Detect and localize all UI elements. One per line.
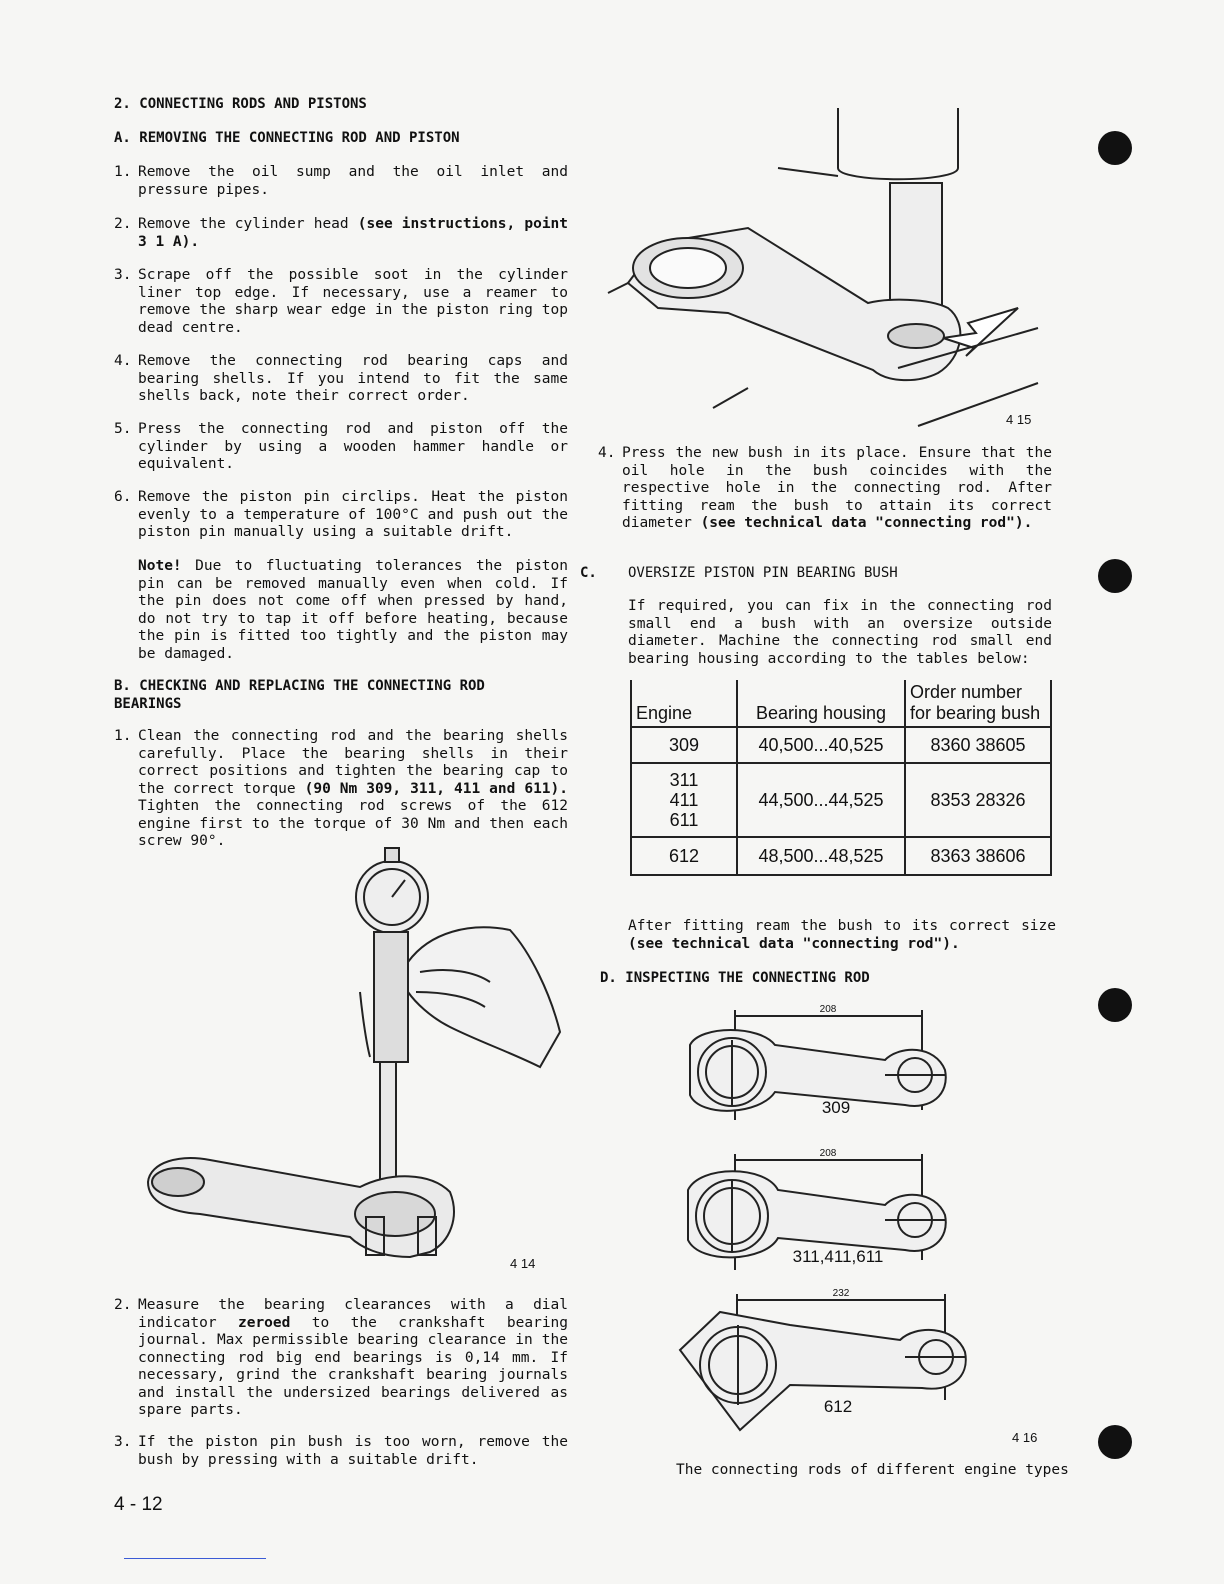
table-row: 309 40,500...40,525 8360 38605 (631, 727, 1051, 763)
figure-bush-press (598, 108, 1068, 433)
subsection-c-title: OVERSIZE PISTON PIN BEARING BUSH (628, 565, 898, 581)
list-item: 6. Remove the piston pin circlips. Heat the piston evenly to a temperature of 100°C and push out the piston pin manually using a suitable drift. (114, 489, 568, 540)
bearing-bush-table (630, 680, 1052, 876)
list-item: 4. Remove the connecting rod bearing caps and bearing shells. If you intend to fit the same shells back, note their correct order. (114, 353, 568, 404)
figure-caption: The connecting rods of different engine types (676, 1462, 1069, 1478)
list-item: 5. Press the connecting rod and piston off the cylinder by using a wooden hammer handle or equivalent. (114, 421, 568, 472)
table-header: Order number for bearing bush (905, 680, 1051, 727)
list-item: 2. Measure the bearing clearances with a dial indicator zeroed to the crankshaft bearing journal. Max permissible bearing clearance in the connecting rod big end bearings is 0,14 mm. If necessary, grind the crankshaft bearing journals and install the undersized bearings delivered as spare parts. (114, 1297, 569, 1418)
list-item: 2. Remove the cylinder head (see instructions, point 3 1 A). (114, 216, 569, 250)
list-item: 1. Remove the oil sump and the oil inlet and pressure pipes. (114, 164, 568, 198)
binder-hole-dot (1098, 559, 1132, 593)
table-row: 311 411 611 44,500...44,525 8353 28326 (631, 763, 1051, 837)
binder-hole-dot (1098, 1425, 1132, 1459)
figure-bore-gauge (130, 842, 570, 1282)
rod-label: 612 (823, 1397, 853, 1416)
subsection-a-title: A. REMOVING THE CONNECTING ROD AND PISTON (114, 130, 460, 146)
rod-label: 311,411,611 (792, 1247, 884, 1266)
page-number: 4 - 12 (114, 1494, 163, 1515)
figure-number: 4 16 (1012, 1430, 1038, 1445)
paragraph: If required, you can fix in the connecting rod small end a bush with an oversize outside diameter. Machine the connecting rod small end bearing housing according to the tables below: (628, 598, 1052, 667)
subsection-c-letter: C. (580, 565, 597, 581)
table-row: 612 48,500...48,525 8363 38606 (631, 837, 1051, 875)
divider (124, 1558, 266, 1559)
subsection-d-title: D. INSPECTING THE CONNECTING ROD (600, 970, 870, 986)
table-header: Engine (631, 680, 737, 727)
section-title: 2. CONNECTING RODS AND PISTONS (114, 96, 367, 112)
list-item: 3. If the piston pin bush is too worn, remove the bush by pressing with a suitable drift. (114, 1434, 568, 1468)
binder-hole-dot (1098, 988, 1132, 1022)
figure-number: 4 14 (510, 1256, 536, 1271)
figure-number: 4 15 (1006, 412, 1032, 427)
binder-hole-dot (1098, 131, 1132, 165)
dimension-label: 208 (819, 1148, 837, 1159)
dimension-label: 232 (832, 1288, 850, 1299)
figure-connecting-rods (660, 1000, 1080, 1455)
list-item: 3. Scrape off the possible soot in the cylinder liner top edge. If necessary, use a reamer to remove the sharp wear edge in the piston ring top dead centre. (114, 267, 568, 336)
note: Note! Due to fluctuating tolerances the piston pin can be removed manually even when cold. If the pin does not come off when pressed by hand, do not try to tap it off before heating, because the pin is fitted too tightly and the piston may be damaged. (138, 558, 568, 662)
list-item: 1. Clean the connecting rod and the bearing shells carefully. Place the bearing shells in their correct positions and tighten the bearing cap to the correct torque (90 Nm 309, 311, 411 and 611). Tighten the connecting rod screws of the 612 engine first to the torque of 30 Nm and then each screw 90°. (114, 728, 568, 849)
paragraph: After fitting ream the bush to its correct size (see technical data "connecting rod"). (628, 918, 1056, 952)
list-item: 4. Press the new bush in its place. Ensure that the oil hole in the bush coincides with the respective hole in the connecting rod. After fitting ream the bush to attain its correct diameter (see technical data "connecting rod"). (598, 445, 1052, 531)
rod-label: 309 (821, 1098, 851, 1117)
dimension-label: 208 (819, 1004, 837, 1015)
subsection-b-title: B. CHECKING AND REPLACING THE CONNECTING ROD BEARINGS (114, 678, 485, 712)
table-header: Bearing housing (737, 680, 905, 727)
